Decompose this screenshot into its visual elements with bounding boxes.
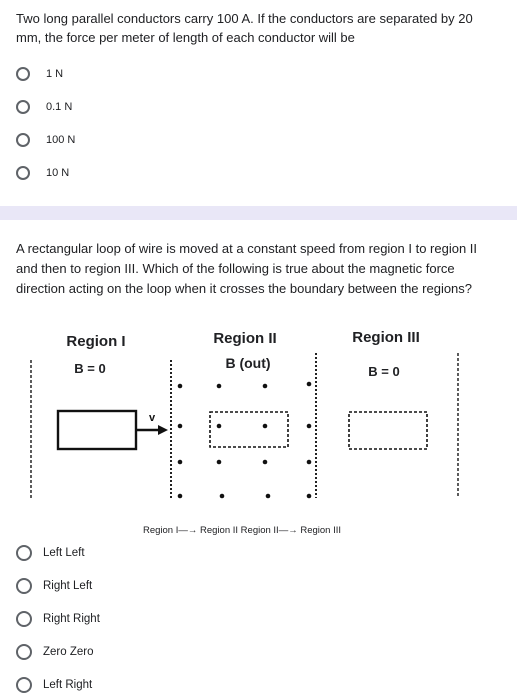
option-label: Zero Zero bbox=[43, 646, 94, 658]
field-dot bbox=[266, 494, 271, 499]
field-dot bbox=[178, 460, 183, 465]
region-2-field: B (out) bbox=[225, 355, 271, 371]
option-label: Left Left bbox=[43, 547, 85, 559]
magnetic-field-regions-figure bbox=[0, 318, 517, 543]
question-2-line-2: and then to region III. Which of the following is true about the magnetic force bbox=[16, 261, 455, 276]
field-dot bbox=[220, 494, 225, 499]
q1-option-2[interactable] bbox=[16, 98, 72, 116]
field-dot bbox=[217, 384, 222, 389]
figure-caption: Region I—→ Region II Region II—→ Region III bbox=[142, 525, 342, 536]
field-dot bbox=[307, 424, 312, 429]
q2-option-3[interactable] bbox=[16, 610, 100, 628]
question-2-line-3: direction acting on the loop when it crosses the boundary between the regions? bbox=[16, 281, 473, 296]
field-dots bbox=[178, 382, 312, 499]
region-1-field: B = 0 bbox=[74, 361, 106, 376]
option-label: Right Right bbox=[43, 613, 100, 625]
radio-button[interactable] bbox=[16, 644, 32, 660]
radio-button[interactable] bbox=[16, 677, 32, 693]
radio-button[interactable] bbox=[16, 578, 32, 594]
field-dot bbox=[307, 382, 312, 387]
question-divider bbox=[0, 206, 517, 220]
q2-option-2[interactable] bbox=[16, 577, 92, 595]
field-dot bbox=[178, 424, 183, 429]
field-dot bbox=[217, 424, 222, 429]
field-dot bbox=[217, 460, 222, 465]
radio-button[interactable] bbox=[16, 133, 30, 147]
option-label: 1 N bbox=[46, 68, 64, 80]
q2-option-5[interactable] bbox=[16, 676, 92, 694]
option-label: 10 N bbox=[46, 167, 70, 179]
wire-loop-region-2 bbox=[210, 412, 288, 447]
radio-button[interactable] bbox=[16, 166, 30, 180]
option-label: 0.1 N bbox=[46, 101, 73, 113]
q2-option-1[interactable] bbox=[16, 544, 85, 562]
wire-loop-region-3 bbox=[349, 412, 427, 449]
velocity-arrow-head bbox=[158, 425, 168, 435]
region-1-title: Region I bbox=[66, 333, 126, 350]
q1-option-1[interactable] bbox=[16, 65, 63, 83]
q2-option-4[interactable] bbox=[16, 643, 94, 661]
option-label: Left Right bbox=[43, 679, 93, 691]
option-label: Right Left bbox=[43, 580, 93, 592]
question-2-line-1: A rectangular loop of wire is moved at a constant speed from region I to region II bbox=[16, 241, 478, 256]
velocity-label: v bbox=[148, 412, 156, 424]
field-dot bbox=[178, 494, 183, 499]
region-3-title: Region III bbox=[352, 329, 420, 346]
field-dot bbox=[263, 424, 268, 429]
field-dot bbox=[307, 460, 312, 465]
radio-button[interactable] bbox=[16, 545, 32, 561]
region-3-field: B = 0 bbox=[368, 364, 400, 379]
region-2-title: Region II bbox=[213, 330, 277, 347]
q1-option-3[interactable] bbox=[16, 131, 75, 149]
field-dot bbox=[178, 384, 183, 389]
field-dot bbox=[263, 384, 268, 389]
field-dot bbox=[307, 494, 312, 499]
radio-button[interactable] bbox=[16, 67, 30, 81]
radio-button[interactable] bbox=[16, 100, 30, 114]
option-label: 100 N bbox=[46, 134, 76, 146]
wire-loop-region-1 bbox=[58, 411, 136, 449]
field-dot bbox=[263, 460, 268, 465]
question-1-line-2: mm, the force per meter of length of each conductor will be bbox=[16, 30, 355, 45]
radio-button[interactable] bbox=[16, 611, 32, 627]
question-1-line-1: Two long parallel conductors carry 100 A. If the conductors are separated by 20 bbox=[16, 11, 473, 26]
q1-option-4[interactable] bbox=[16, 164, 69, 182]
